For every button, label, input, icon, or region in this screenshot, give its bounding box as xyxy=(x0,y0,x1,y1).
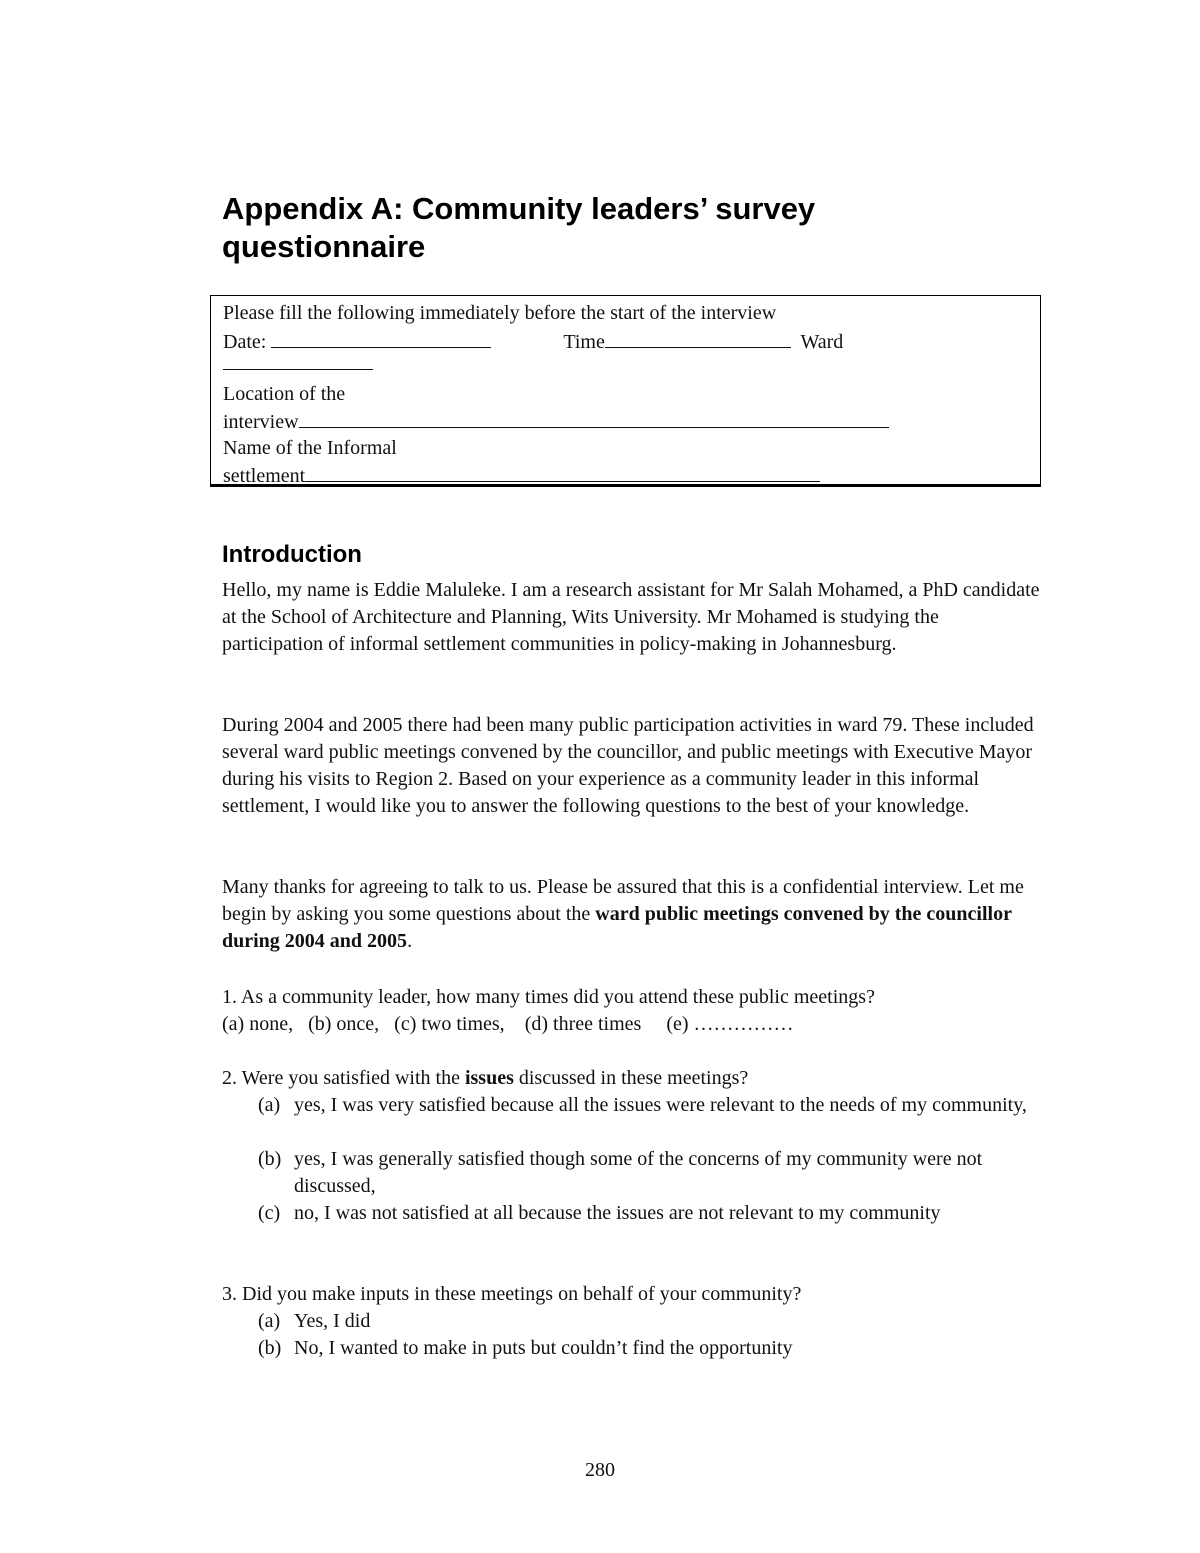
ward-field[interactable] xyxy=(223,351,373,370)
q1-option-a[interactable]: (a) none, xyxy=(222,1013,294,1035)
question-3-text: 3. Did you make inputs in these meetings on behalf of your community? xyxy=(222,1283,802,1305)
page-number: 280 xyxy=(585,1459,615,1481)
q1-option-e[interactable]: (e) …………… xyxy=(666,1013,794,1035)
q1-option-c[interactable]: (c) two times, xyxy=(394,1013,505,1035)
form-instruction: Please fill the following immediately before the start of the interview xyxy=(223,302,777,324)
q2-option-c[interactable]: (c) no, I was not satisfied at all because the issues are not relevant to my community xyxy=(258,1202,941,1224)
location-field[interactable] xyxy=(299,409,889,428)
settlement-row xyxy=(223,463,820,488)
q2-option-a[interactable]: (a) yes, I was very satisfied because all the issues were relevant to the needs of my community, xyxy=(258,1094,1027,1116)
interview-details-box xyxy=(210,295,1041,487)
q3-option-b[interactable]: (b) No, I wanted to make in puts but couldn’t find the opportunity xyxy=(258,1337,793,1359)
q1-option-d[interactable]: (d) three times xyxy=(524,1013,642,1035)
q2-option-b[interactable]: (b) yes, I was generally satisfied though some of the concerns of my community were not discussed, xyxy=(258,1148,983,1197)
location-row xyxy=(223,409,889,434)
q1-option-b[interactable]: (b) once, xyxy=(308,1013,380,1035)
time-field[interactable] xyxy=(605,329,791,348)
question-2-text: 2. Were you satisfied with the issues discussed in these meetings? xyxy=(222,1067,749,1089)
date-field[interactable] xyxy=(271,329,491,348)
location-label-2: interview xyxy=(223,411,299,433)
question-1-text: 1. As a community leader, how many times did you attend these public meetings? xyxy=(222,986,875,1008)
location-label-1: Location of the xyxy=(223,383,346,405)
date-label: Date: xyxy=(223,331,267,353)
page-title: Appendix A: Community leaders’ survey questionnaire xyxy=(222,191,816,264)
settlement-field[interactable] xyxy=(305,463,820,482)
ward-label: Ward xyxy=(800,331,844,353)
time-label: Time xyxy=(563,331,605,353)
q3-option-a[interactable]: (a) Yes, I did xyxy=(258,1310,371,1332)
introduction-heading: Introduction xyxy=(222,541,362,568)
intro-paragraph-2: During 2004 and 2005 there had been many public participation activities in ward 79. These included several ward public meetings convened by the councillor, and public meetings with Executive Mayor during his visits to Region 2. Based on your experience as a community leader in this informal settlement, I would like you to answer the following questions to the best of your knowledge. xyxy=(222,714,1034,817)
settlement-label-1: Name of the Informal xyxy=(223,437,397,459)
intro-paragraph-3: Many thanks for agreeing to talk to us. Please be assured that this is a confidential interview. Let me begin by asking you some questions about the ward public meetings convened by the councillor during 2004 and 2005. xyxy=(222,876,1024,952)
emphasis-text: ward public meetings convened by the councillor during 2004 and 2005 xyxy=(222,903,1012,952)
question-1-options xyxy=(222,1011,794,1038)
settlement-label-2: settlement xyxy=(223,465,306,487)
intro-paragraph-1: Hello, my name is Eddie Maluleke. I am a research assistant for Mr Salah Mohamed, a PhD candidate at the School of Architecture and Planning, Wits University. Mr Mohamed is studying the participation of informal settlement communities in policy-making in Johannesburg. xyxy=(222,579,1040,655)
